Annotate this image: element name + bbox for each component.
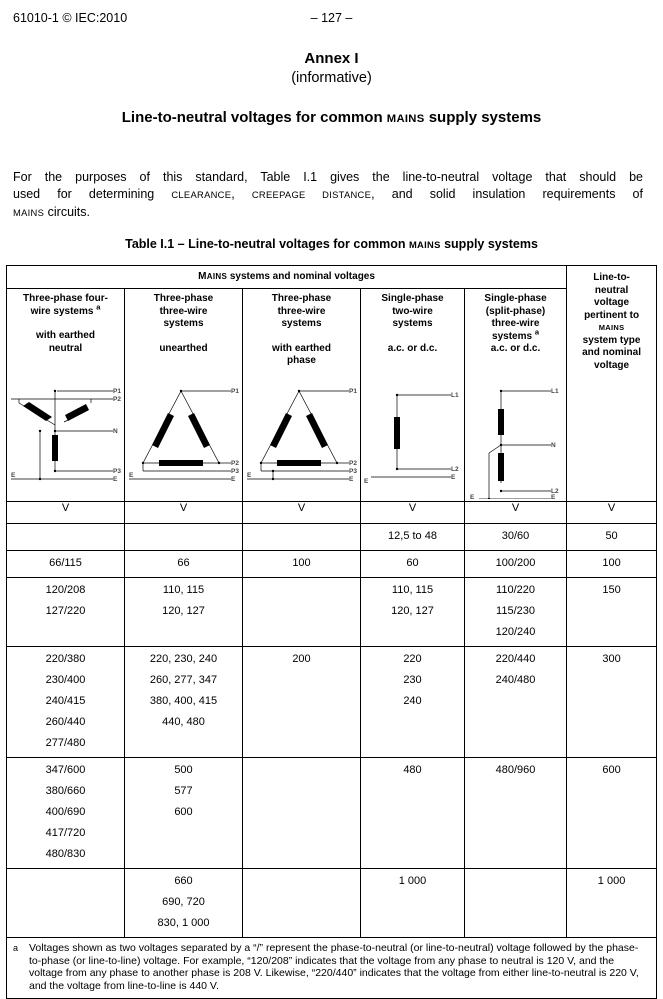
table-cell [243, 524, 361, 551]
voltage-value: 480/960 [495, 764, 536, 776]
svg-text:E: E [113, 476, 118, 483]
voltage-value: 600 [174, 806, 193, 818]
voltage-value: 220/380 [45, 653, 86, 665]
svg-text:L1: L1 [551, 388, 559, 395]
table-row [7, 758, 657, 869]
table-cell [465, 647, 567, 758]
unit-cell: V [243, 502, 361, 524]
svg-text:P1: P1 [113, 388, 121, 395]
svg-text:P3: P3 [349, 468, 357, 475]
svg-text:E: E [247, 472, 252, 479]
voltage-value: 240 [403, 695, 422, 707]
unit-cell: V [465, 502, 567, 524]
table-cell [125, 758, 243, 869]
empty-value [243, 529, 360, 550]
table-cell [7, 578, 125, 647]
voltage-value: 120/240 [495, 626, 536, 638]
voltage-value: 66/115 [49, 557, 82, 569]
svg-text:E: E [364, 478, 369, 485]
table-cell [361, 551, 465, 578]
table-cell [7, 758, 125, 869]
svg-text:L2: L2 [451, 466, 459, 473]
voltage-value: 110/220 [496, 584, 535, 596]
table-cell [465, 524, 567, 551]
table-cell [361, 578, 465, 647]
voltage-value: 150 [602, 584, 621, 596]
delta-earthed-diagram [243, 387, 359, 499]
table-row [7, 647, 657, 758]
svg-text:P1: P1 [231, 388, 239, 395]
empty-value [7, 529, 124, 550]
voltage-value: 120, 127 [162, 605, 205, 617]
voltage-value: 577 [174, 785, 193, 797]
table-cell [7, 647, 125, 758]
annex-subtitle: (informative) [291, 70, 372, 86]
table-row [7, 551, 657, 578]
svg-text:E: E [231, 476, 236, 483]
table-caption: Table I.1 – Line-to-neutral voltages for common MAINS supply systems [125, 237, 538, 251]
pertinent-voltage-header: Line-to- neutral voltage pertinent to MAINS system type and nominal voltage [567, 266, 657, 502]
table-cell [243, 647, 361, 758]
voltage-value: 600 [602, 764, 621, 776]
empty-value [243, 874, 360, 895]
voltage-value: 260, 277, 347 [149, 674, 218, 686]
svg-text:L1: L1 [451, 392, 459, 399]
col-header-single-phase-two-wire: Single-phase two-wire systems a.c. or d.c. L1 L2 E E [361, 289, 465, 502]
svg-text:E: E [349, 476, 354, 483]
table-cell [567, 869, 657, 938]
table-cell [361, 758, 465, 869]
voltage-value: 1 000 [398, 875, 427, 887]
voltage-value: 220 [403, 653, 422, 665]
table-cell [7, 524, 125, 551]
table-cell [465, 758, 567, 869]
table-cell [361, 869, 465, 938]
voltage-value: 110, 115 [162, 584, 205, 596]
voltage-value: 230 [403, 674, 422, 686]
table-cell [125, 551, 243, 578]
table-cell [465, 578, 567, 647]
annex-title: Annex I [304, 50, 359, 67]
table-cell [567, 578, 657, 647]
voltage-value: 660 [174, 875, 193, 887]
voltage-value: 120/208 [45, 584, 86, 596]
svg-text:P1: P1 [349, 388, 357, 395]
voltage-value: 240/415 [45, 695, 86, 707]
voltage-value: 100 [602, 557, 621, 569]
table-row [7, 578, 657, 647]
voltage-value: 230/400 [45, 674, 86, 686]
voltage-value: 127/220 [45, 605, 86, 617]
units-row [7, 502, 657, 524]
voltage-value: 277/480 [45, 737, 86, 749]
svg-text:N: N [113, 428, 118, 435]
unit-cell: V [125, 502, 243, 524]
voltage-value: 220, 230, 240 [149, 653, 218, 665]
voltage-value: 300 [602, 653, 621, 665]
col-header-three-phase-earthed-phase: Three-phase three-wire systems with earthed phase P1 P2 P3 E E [243, 289, 361, 502]
col-header-single-phase-split: Single-phase (split-phase) three-wire systems $^a$ a.c. or d.c. L1 N L2 E E [465, 289, 567, 502]
voltage-value: 240/480 [495, 674, 536, 686]
empty-value [465, 874, 566, 895]
page-number: – 127 – [310, 11, 353, 25]
voltage-value: 380, 400, 415 [149, 695, 218, 707]
wye-diagram [7, 387, 123, 499]
voltage-value: 830, 1 000 [157, 917, 210, 929]
table-row [7, 869, 657, 938]
svg-text:P2: P2 [231, 460, 239, 467]
voltage-value: 380/660 [45, 785, 86, 797]
svg-text:L2: L2 [551, 488, 559, 495]
empty-value [125, 529, 242, 550]
svg-text:E: E [551, 494, 556, 499]
svg-text:P3: P3 [231, 468, 239, 475]
voltage-value: 347/600 [45, 764, 86, 776]
voltage-value: 417/720 [45, 827, 86, 839]
table-cell [125, 647, 243, 758]
col-header-three-phase-unearthed: Three-phase three-wire systems unearthed P1 P2 P3 E E [125, 289, 243, 502]
voltage-value: 30/60 [501, 530, 530, 542]
empty-value [7, 874, 124, 895]
voltage-value: 110, 115 [391, 584, 434, 596]
empty-value [243, 583, 360, 604]
table-cell [567, 524, 657, 551]
svg-text:P2: P2 [349, 460, 357, 467]
table-cell [7, 869, 125, 938]
table-cell [243, 758, 361, 869]
table-footnote: a Voltages shown as two voltages separated by a “/” represent the phase-to-neutral (or line-to-neutral) voltage followed by the phase-to-phase (or line-to-line) voltage. For example, “120/208” indicates that the voltage from any phase to neutral is 120 V, and the voltage from any phase to another phase is 208 V. Likewise, “220/440” indicates that the voltage from either line-to-neutral is 220 V, and the voltage from line-to-line is 440 V. [7, 938, 657, 999]
table-cell [125, 869, 243, 938]
voltage-value: 100 [292, 557, 311, 569]
voltage-value: 100/200 [495, 557, 536, 569]
voltage-value: 200 [292, 653, 311, 665]
voltage-table [6, 265, 657, 999]
voltage-value: 690, 720 [162, 896, 205, 908]
voltage-value: 220/440 [495, 653, 536, 665]
table-cell [125, 578, 243, 647]
voltage-value: 260/440 [45, 716, 86, 728]
svg-text:P2: P2 [113, 396, 121, 403]
voltage-value: 440, 480 [162, 716, 205, 728]
table-cell [243, 551, 361, 578]
delta-diagram [125, 387, 241, 499]
annex-heading: Line-to-neutral voltages for common MAINS supply systems [121, 109, 542, 126]
voltage-value: 60 [406, 557, 419, 569]
svg-text:E: E [451, 474, 456, 481]
empty-value [243, 763, 360, 784]
svg-text:E: E [470, 494, 475, 499]
single-phase-two-wire-diagram [361, 387, 463, 499]
voltage-value: 120, 127 [391, 605, 434, 617]
voltage-value: 480 [403, 764, 422, 776]
voltage-value: 500 [174, 764, 193, 776]
unit-cell: V [567, 502, 657, 524]
table-cell [465, 869, 567, 938]
table-cell [125, 524, 243, 551]
voltage-value: 50 [605, 530, 618, 542]
table-cell [567, 758, 657, 869]
table-cell [465, 551, 567, 578]
unit-cell: V [361, 502, 465, 524]
table-cell [567, 647, 657, 758]
doc-reference: 61010-1 © IEC:2010 [13, 11, 128, 25]
svg-text:E: E [11, 472, 16, 479]
table-cell [7, 551, 125, 578]
voltage-value: 66 [177, 557, 190, 569]
unit-cell: V [7, 502, 125, 524]
table-cell [361, 524, 465, 551]
voltage-value: 1 000 [597, 875, 626, 887]
voltage-value: 400/690 [45, 806, 86, 818]
voltage-value: 12,5 to 48 [388, 530, 437, 542]
svg-text:P3: P3 [113, 468, 121, 475]
split-phase-diagram [465, 387, 565, 499]
svg-text:N: N [551, 442, 556, 449]
table-cell [243, 869, 361, 938]
voltage-value: 480/830 [45, 848, 86, 860]
voltage-value: 115/230 [496, 605, 535, 617]
intro-paragraph: For the purposes of this standard, Table I.1 gives the line-to-neutral voltage that should be used for determining CLEARANCE, CREEPAGE DISTANCE, and solid insulation requirements of MAINS circuits. [13, 170, 643, 219]
table-cell [567, 551, 657, 578]
svg-text:E: E [129, 472, 134, 479]
table-row [7, 524, 657, 551]
group-header: MAINS systems and nominal voltages [7, 266, 567, 289]
table-cell [361, 647, 465, 758]
col-header-three-phase-four-wire: Three-phase four- wire systems $^a$ with earthed neutral P1 P2 N P3 E E [7, 289, 125, 502]
table-cell [243, 578, 361, 647]
